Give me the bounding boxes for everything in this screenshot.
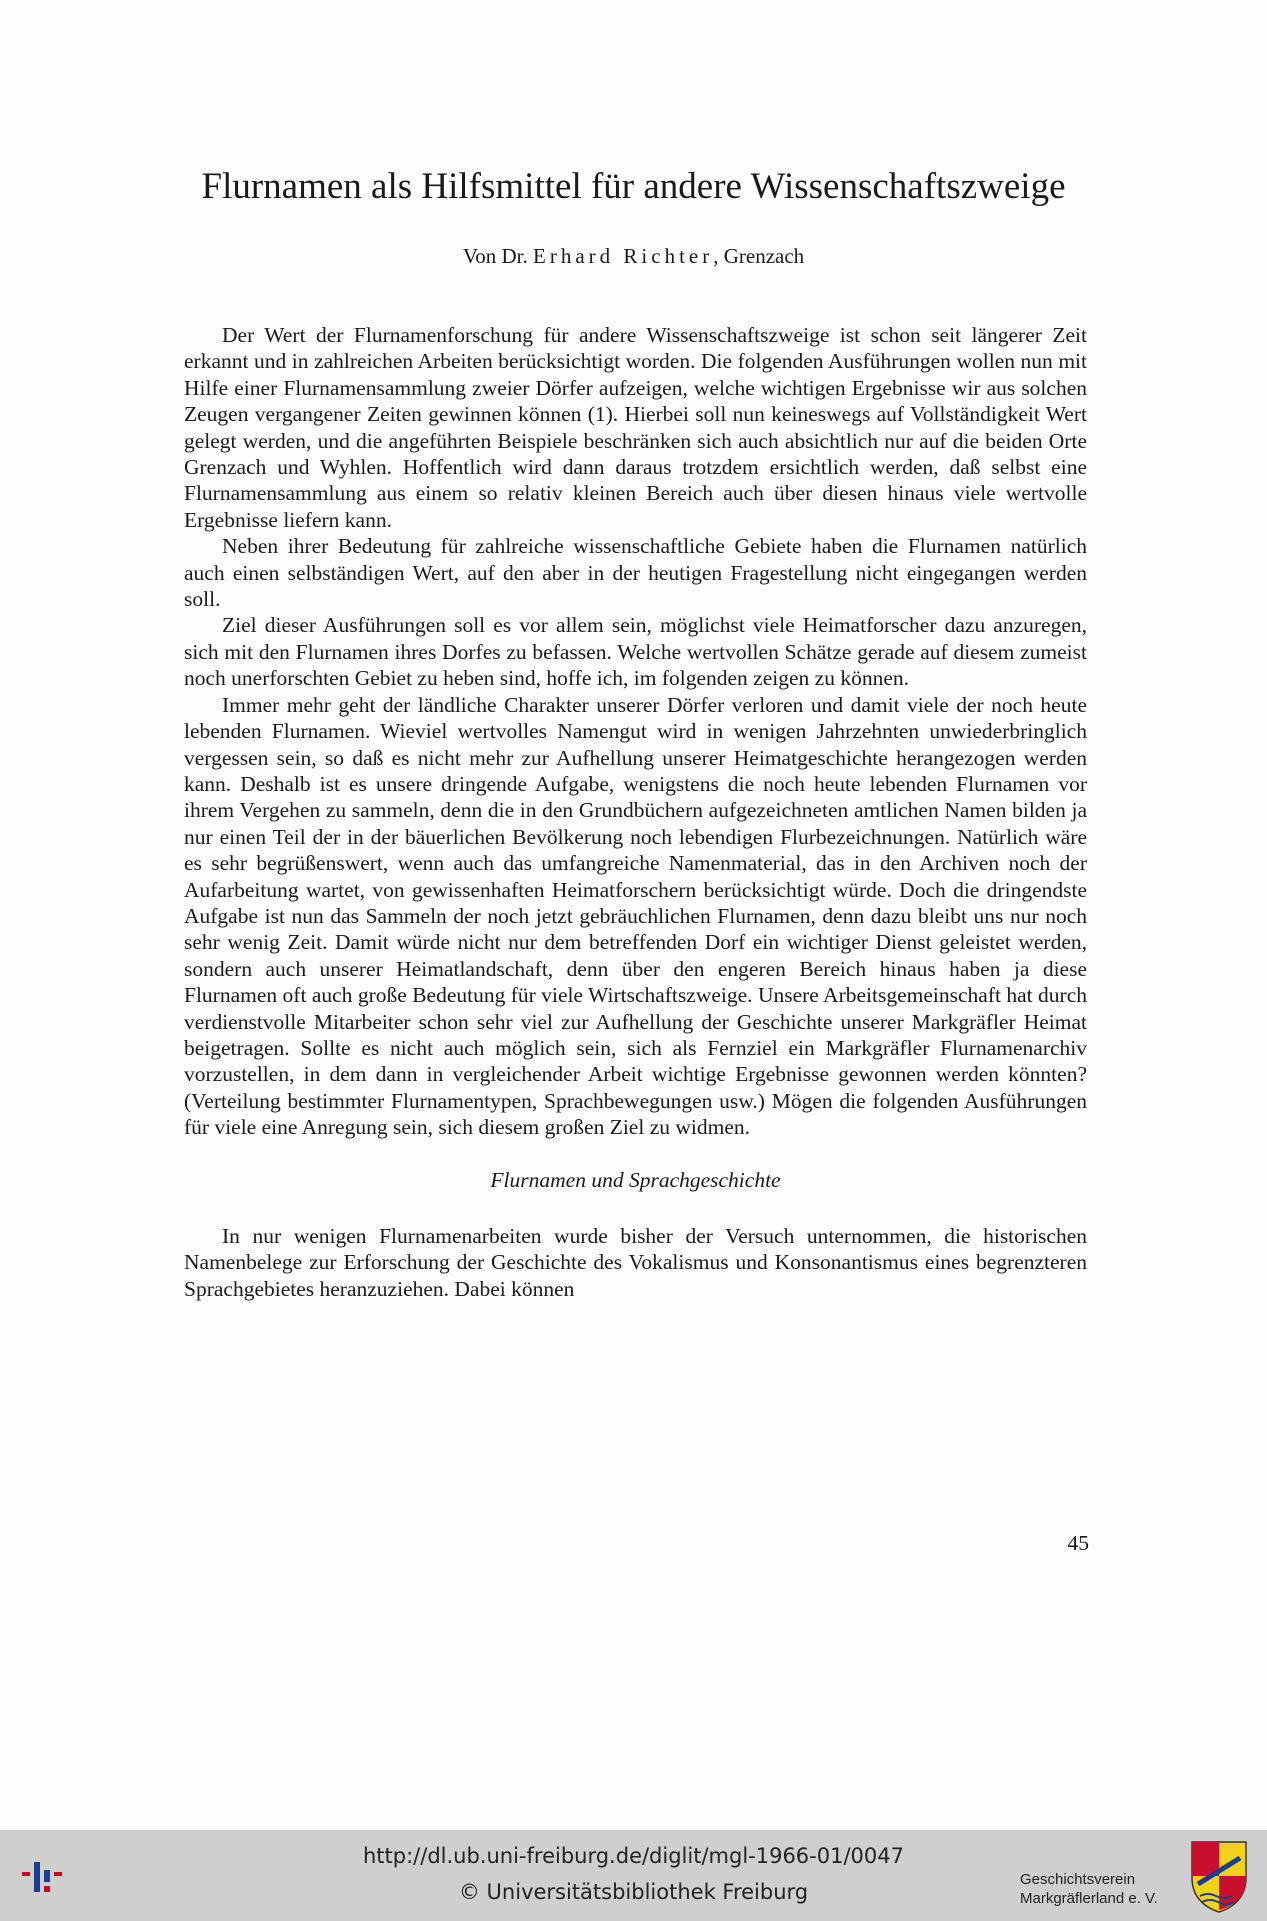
org-line: Geschichtsverein [1020,1871,1136,1888]
article-body [184,322,1087,1302]
copyright-notice: © Universitätsbibliothek Freiburg [458,1880,809,1904]
page-number: 45 [1067,1531,1089,1555]
byline-prefix: Von Dr. [462,244,528,268]
paragraph: Der Wert der Flurnamenforschung für andere Wissenschaftszweige ist schon seit längerer Zeit erkannt und in zahlreichen Arbeiten berücksichtigt worden. Die folgenden Ausführungen wollen nun mit Hilfe einer Flurnamensammlung zweier Dörfer aufzeigen, welche wichtigen Ergebnisse wir aus solchen Zeugen vergangener Zeiten gewinnen können (1). Hierbei soll nun keineswegs auf Vollständigkeit Wert gelegt werden, und die angeführten Beispiele beschränken sich auch absichtlich nur auf die beiden Orte Grenzach und Wyhlen. Hoffentlich wird dann daraus trotzdem ersichtlich werden, daß selbst eine Flurnamensammlung aus einem so relativ kleinen Bereich auch über diesen hinaus viele wertvolle Ergebnisse liefern kann. [184,323,1087,532]
footer-bar [0,1830,1267,1921]
paragraph: Immer mehr geht der ländliche Charakter unserer Dörfer verloren und damit viele der noch heute lebenden Flurnamen. Wieviel wertvolles Namengut wird in wenigen Jahrzehnten unwiederbringlich vergessen sein, so daß es nicht mehr zur Aufhellung unserer Heimatgeschichte herangezogen werden kann. Deshalb ist es unsere dringende Aufgabe, wenigstens die noch heute lebenden Flurnamen vor ihrem Vergehen zu sammeln, denn die in den Grundbüchern aufgezeichneten amtlichen Namen bilden ja nur einen Teil der in der bäuerlichen Bevölkerung noch lebendigen Flurbezeichnungen. Natürlich wäre es sehr begrüßenswert, wenn auch das umfangreiche Namenmaterial, das in den Archiven noch der Aufarbeitung wartet, von gewissenhaften Heimatforschern berücksichtigt würde. Doch die dringendste Aufgabe ist nun das Sammeln der noch jetzt gebräuchlichen Flurnamen, denn dazu bleibt uns nur noch sehr wenig Zeit. Damit würde nicht nur dem betreffenden Dorf ein wichtiger Dienst geleistet werden, sondern auch unserer Heimatlandschaft, denn über den engeren Bereich hinaus haben ja diese Flurnamen oft auch große Bedeutung für viele Wirtschaftszweige. Unsere Arbeitsgemeinschaft hat durch verdienstvolle Mitarbeiter schon sehr viel zur Aufhellung der Geschichte unserer Markgräfler Heimat beigetragen. Sollte es nicht auch möglich sein, sich als Fernziel ein Markgräfler Flurnamenarchiv vorzustellen, in dem dann in vergleichender Arbeit wichtige Ergebnisse gewonnen werden könnten? (Verteilung bestimmter Flurnamentypen, Sprachbewegungen usw.) Mögen die folgenden Ausführungen für viele eine Anregung sein, sich diesem großen Ziel zu widmen. [184,692,1087,1140]
paragraph: Neben ihrer Bedeutung für zahlreiche wissenschaftliche Gebiete haben die Flurnamen natürlich auch einen selbständigen Wert, auf den aber in der heutigen Fragestellung nicht eingegangen werden soll. [184,534,1087,612]
org-line: Markgräflerland e. V. [1020,1890,1158,1907]
section-heading: Flurnamen und Sprachgeschichte [490,1167,781,1192]
author-name: Erhard Richter [533,244,714,268]
paragraph: In nur wenigen Flurnamenarbeiten wurde bisher der Versuch unternommen, die historischen Namenbelege zur Erforschung der Geschichte des Vokalismus und Konsonantismus eines begrenzteren Sprachgebietes heranzuziehen. Dabei können [184,1224,1087,1301]
byline-suffix: , Grenzach [713,244,805,268]
document-url[interactable]: http://dl.ub.uni-freiburg.de/diglit/mgl-1966-01/0047 [362,1844,904,1868]
organization-name [1020,1870,1180,1908]
byline [0,244,1267,269]
paragraph: Ziel dieser Ausführungen soll es vor allem sein, möglichst viele Heimatforscher dazu anzuregen, sich mit den Flurnamen ihres Dorfes zu befassen. Welche wertvollen Schätze gerade auf diesem zumeist noch unerforschten Gebiet zu heben sind, hoffe ich, im folgenden zeigen zu können. [184,613,1087,691]
coat-of-arms-icon [1188,1838,1250,1914]
article-title: Flurnamen als Hilfsmittel für andere Wissenschaftszweige [201,166,1066,207]
